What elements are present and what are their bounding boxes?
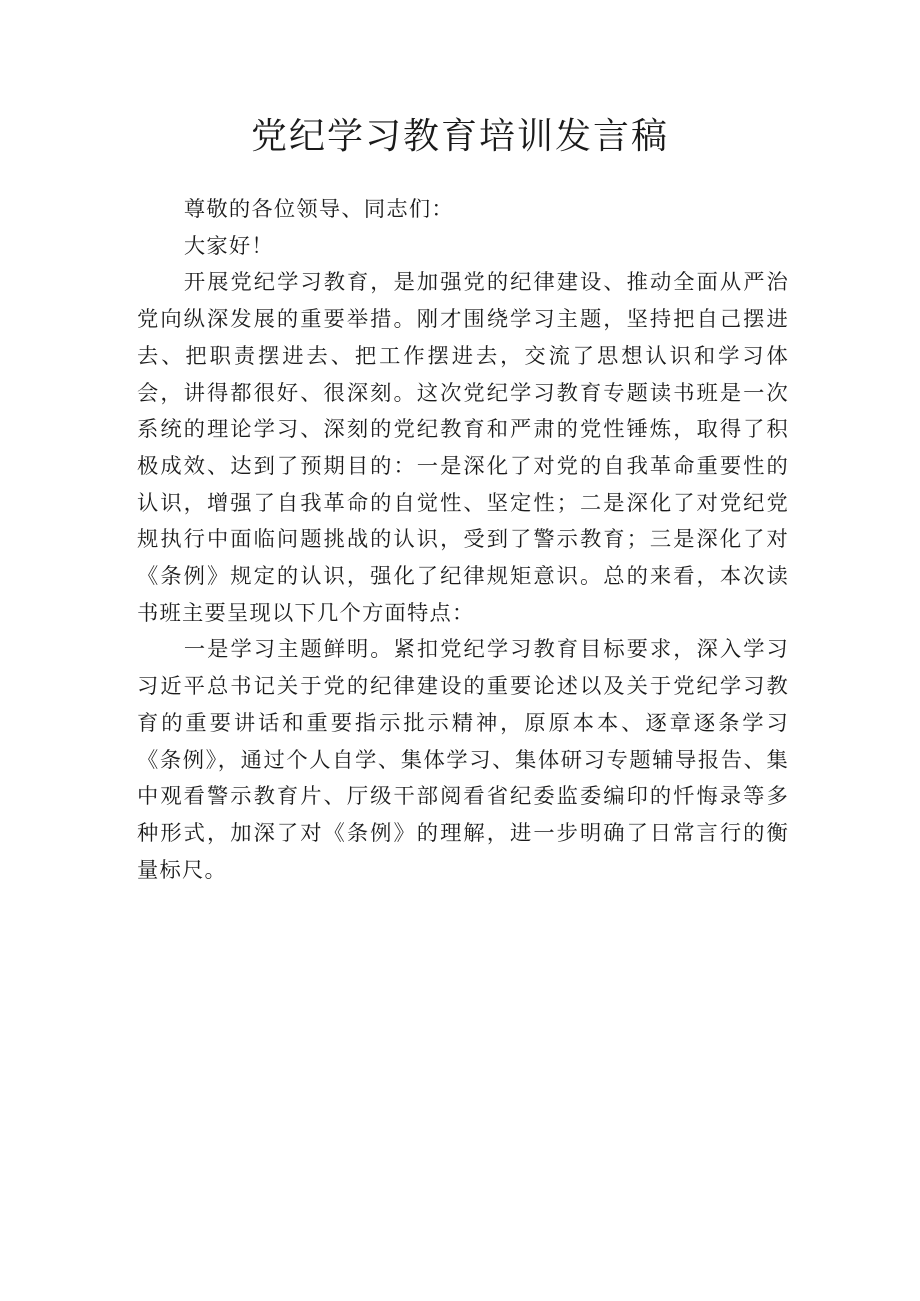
greeting: 大家好！: [183, 233, 274, 259]
paragraph-1: 开展党纪学习教育，是加强党的纪律建设、推动全面从严治党向纵深发展的重要举措。刚才围绕学习主题，坚持把自己摆进去、把职责摆进去、把工作摆进去，交流了思想认识和学习体会，讲得都很好、很深刻。这次党纪学习教育专题读书班是一次系统的理论学习、深刻的党纪教育和严肃的党性锤炼，取得了积极成效、达到了预期目的：一是深化了对党的自我革命重要性的认识，增强了自我革命的自觉性、坚定性；二是深化了对党纪党规执行中面临问题挑战的认识，受到了警示教育；三是深化了对《条例》规定的认识，强化了纪律规矩意识。总的来看，本次读书班主要呈现以下几个方面特点：: [137, 270, 789, 626]
document-title: 党纪学习教育培训发言稿: [250, 116, 669, 157]
salutation: 尊敬的各位领导、同志们：: [183, 197, 454, 222]
document-body: [137, 192, 789, 889]
paragraph-2: 一是学习主题鲜明。紧扣党纪学习教育目标要求，深入学习习近平总书记关于党的纪律建设的重要论述以及关于党纪学习教育的重要讲话和重要指示批示精神，原原本本、逐章逐条学习《条例》，通过个人自学、集体学习、集体研习专题辅导报告、集中观看警示教育片、厅级干部阅看省纪委监委编印的忏悔录等多种形式，加深了对《条例》的理解，进一步明确了日常言行的衡量标尺。: [137, 637, 789, 883]
